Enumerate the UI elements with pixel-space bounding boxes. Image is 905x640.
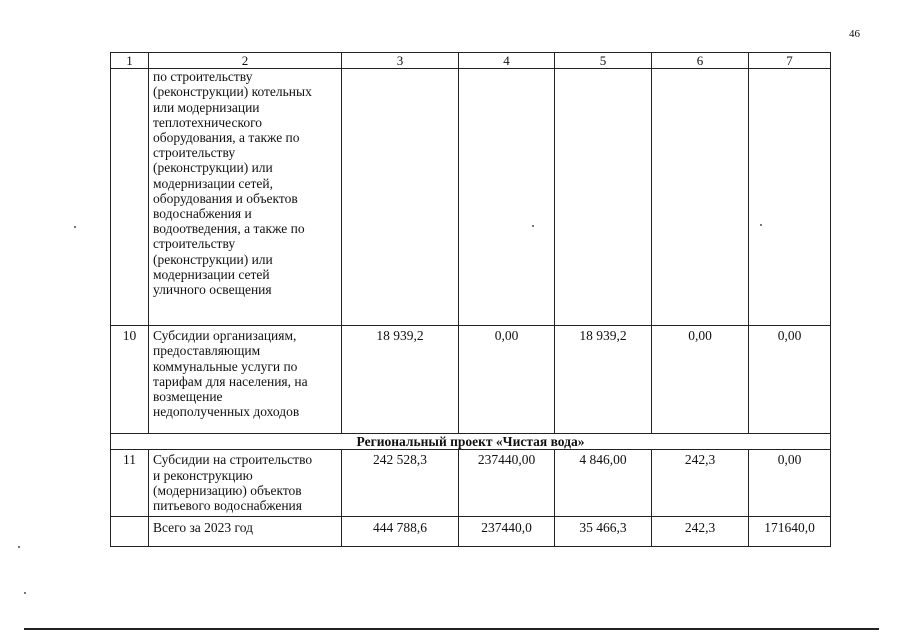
table-row <box>111 326 831 434</box>
section-row <box>111 434 831 450</box>
row-number: 11 <box>111 450 149 517</box>
scan-speck <box>532 225 534 227</box>
value-cell-5: 18 939,2 <box>555 326 652 434</box>
header-cell-7: 7 <box>749 53 831 69</box>
table-row <box>111 69 831 326</box>
header-cell-6: 6 <box>652 53 749 69</box>
description-line: оборудования и объектов <box>153 190 298 206</box>
value-cell-7: 0,00 <box>749 326 831 434</box>
row-description <box>149 69 342 326</box>
value-cell-3: 18 939,2 <box>342 326 459 434</box>
header-cell-2: 2 <box>149 53 342 69</box>
value-cell-6: 242,3 <box>652 517 749 547</box>
description-line: питьевого водоснабжения <box>153 498 302 514</box>
description-line: тарифам для населения, на <box>153 373 308 389</box>
description-line: водоотведения, а также по <box>153 221 305 237</box>
total-label: Всего за 2023 год <box>149 517 342 547</box>
value-cell-4: 237440,00 <box>459 450 555 517</box>
description-line: и реконструкцию <box>153 467 253 483</box>
description-line: или модернизации <box>153 99 260 115</box>
value-cell-3: 444 788,6 <box>342 517 459 547</box>
section-title: Региональный проект «Чистая вода» <box>111 434 831 450</box>
value-cell-5: 4 846,00 <box>555 450 652 517</box>
row-description <box>149 326 342 434</box>
description-line: (модернизацию) объектов <box>153 482 302 498</box>
row-number <box>111 69 149 326</box>
row-description <box>149 450 342 517</box>
description-line: уличного освещения <box>153 282 272 298</box>
total-row <box>111 517 831 547</box>
header-cell-5: 5 <box>555 53 652 69</box>
header-cell-1: 1 <box>111 53 149 69</box>
value-cell-4: 237440,0 <box>459 517 555 547</box>
description-line: коммунальные услуги по <box>153 358 298 374</box>
description-line: теплотехнического <box>153 114 263 130</box>
value-cell-4: 0,00 <box>459 326 555 434</box>
row-number <box>111 517 149 547</box>
scan-speck <box>18 546 20 548</box>
table-row <box>111 450 831 517</box>
description-line: предоставляющим <box>153 343 261 359</box>
value-cell-6: 242,3 <box>652 450 749 517</box>
description-line: водоснабжения и <box>153 206 252 222</box>
value-cell-3 <box>342 69 459 326</box>
scan-speck <box>74 226 76 228</box>
value-cell-5: 35 466,3 <box>555 517 652 547</box>
page-number: 46 <box>849 28 860 40</box>
description-line: по строительству <box>153 69 253 85</box>
scan-speck <box>24 592 26 594</box>
value-cell-7: 171640,0 <box>749 517 831 547</box>
description-line: возмещение <box>153 389 223 405</box>
description-line: Субсидии организациям, <box>153 328 297 344</box>
row-number: 10 <box>111 326 149 434</box>
value-cell-5 <box>555 69 652 326</box>
description-line: строительству <box>153 236 236 252</box>
value-cell-7: 0,00 <box>749 450 831 517</box>
budget-table <box>110 52 831 547</box>
scan-speck <box>760 224 762 226</box>
description-line: модернизации сетей, <box>153 175 273 191</box>
description-line: Субсидии на строительство <box>153 452 313 468</box>
table-header-row <box>111 53 831 69</box>
header-cell-3: 3 <box>342 53 459 69</box>
description-line: недополученных доходов <box>153 404 300 420</box>
value-cell-4 <box>459 69 555 326</box>
value-cell-6: 0,00 <box>652 326 749 434</box>
description-line: (реконструкции) или <box>153 160 273 176</box>
value-cell-6 <box>652 69 749 326</box>
description-line: (реконструкции) или <box>153 251 273 267</box>
footer-rule <box>24 628 879 630</box>
header-cell-4: 4 <box>459 53 555 69</box>
value-cell-3: 242 528,3 <box>342 450 459 517</box>
value-cell-7 <box>749 69 831 326</box>
description-line: строительству <box>153 145 236 161</box>
description-line: оборудования, а также по <box>153 130 300 146</box>
description-line: (реконструкции) котельных <box>153 84 312 100</box>
description-line: модернизации сетей <box>153 266 270 282</box>
